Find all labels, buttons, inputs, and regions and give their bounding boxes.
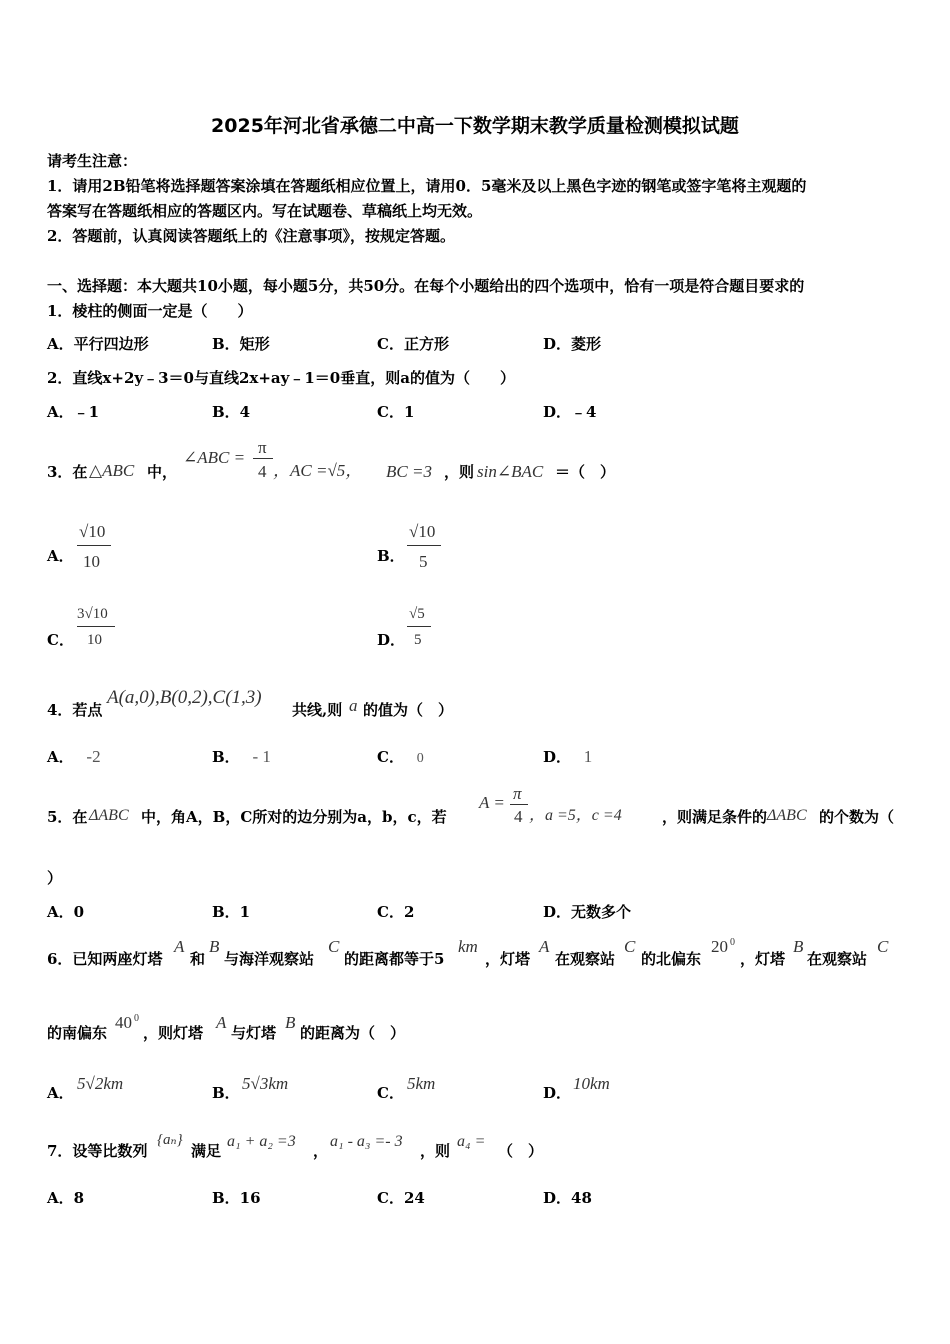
- q4-option-c[interactable]: [377, 747, 424, 769]
- q4-mid: 共线,则: [292, 701, 343, 719]
- q6-var-a: A: [539, 937, 550, 956]
- q3-option-c-bar: [77, 626, 115, 627]
- q3-option-c-den: 10: [87, 632, 102, 648]
- page-title: 2025年河北省承德二中高一下数学期末教学质量检测模拟试题: [211, 115, 739, 137]
- q5-option-a[interactable]: A．0: [47, 903, 85, 921]
- q6-var-a: A: [216, 1013, 227, 1032]
- q1-option-b[interactable]: B．矩形: [212, 335, 270, 353]
- q7-comma: ，: [313, 1142, 329, 1160]
- q6-option-d-label: D．: [543, 1084, 572, 1102]
- q6-text: 的南偏东: [47, 1024, 108, 1042]
- q4-option-d-value: 1: [583, 747, 593, 766]
- q6-text: 的距离都等于5: [344, 950, 445, 968]
- q7-option-a[interactable]: A．8: [47, 1189, 85, 1207]
- q3-option-d-den: 5: [414, 632, 422, 648]
- q5-cond: ，a =5，c =4: [529, 807, 622, 824]
- q3-option-d-label: D．: [377, 631, 406, 649]
- q6-degree: 40: [115, 1013, 132, 1032]
- q7-option-b[interactable]: B．16: [212, 1189, 261, 1207]
- q4-option-b-label: B．: [212, 748, 240, 766]
- q6-var-b: B: [793, 937, 804, 956]
- q3-option-a-den: 10: [83, 552, 100, 571]
- q6-text: 和: [190, 950, 206, 968]
- q3-option-b-label: B．: [377, 547, 405, 565]
- notice-line-1b: 答案写在答题纸相应的答题区内。写在试题卷、草稿纸上均无效。: [47, 202, 483, 220]
- q2-option-a[interactable]: A．﹣1: [47, 403, 100, 421]
- q6-degree-sup: 0: [730, 937, 735, 948]
- q4-option-c-label: C．: [377, 748, 404, 766]
- q3-option-a-label: A．: [47, 547, 74, 565]
- q3-option-b-bar: [407, 545, 441, 546]
- q3-option-a-bar: [77, 545, 111, 546]
- q6-line-1: [47, 937, 907, 973]
- q4-option-d-label: D．: [543, 748, 572, 766]
- q4-points: A(a,0),B(0,2),C(1,3): [107, 687, 262, 708]
- q6-degree-sup: 0: [134, 1013, 139, 1024]
- q4-prefix: 4．若点: [47, 701, 103, 719]
- q6-var-c: C: [877, 937, 889, 956]
- q7-then: ，则: [420, 1142, 451, 1160]
- q4-option-b-value: - 1: [252, 747, 271, 766]
- q2-option-d[interactable]: D．﹣4: [543, 403, 597, 421]
- q6-option-a-label: A．: [47, 1084, 74, 1102]
- q4-suffix: 的值为（ ）: [363, 701, 454, 719]
- q3-sin: sin∠BAC: [477, 462, 544, 481]
- q3-option-b-num: √10: [409, 522, 436, 541]
- q6-text: 与海洋观察站: [224, 950, 315, 968]
- q6-var-b: B: [209, 937, 220, 956]
- q3-option-b-den: 5: [419, 552, 428, 571]
- q4-option-a[interactable]: [47, 747, 101, 767]
- section-heading: 一、选择题：本大题共10小题，每小题5分，共50分。在每个小题给出的四个选项中，恰有一项是符合题目要求的: [47, 277, 805, 295]
- q5-prefix: 5．在: [47, 808, 88, 826]
- q2-option-c[interactable]: C．1: [377, 403, 415, 421]
- q5-end: 的个数为（: [819, 808, 895, 826]
- q6-var-b: B: [285, 1013, 296, 1032]
- q1-stem: 1．棱柱的侧面一定是（ ）: [47, 302, 253, 320]
- q7-option-d[interactable]: D．48: [543, 1189, 592, 1207]
- q6-option-b-label: B．: [212, 1084, 240, 1102]
- q5-triangle-2: ΔABC: [767, 807, 807, 824]
- q4-option-c-value: 0: [416, 751, 424, 766]
- q7-eq2: a₁ - a₃ =- 3: [330, 1133, 403, 1150]
- q3-suffix: ＝（ ）: [555, 463, 616, 481]
- q7-a4: a₄ =: [457, 1133, 486, 1150]
- q3-four: 4: [258, 462, 267, 481]
- q2-option-b[interactable]: B．4: [212, 403, 251, 421]
- notice-line-1a: 1．请用2B铅笔将选择题答案涂填在答题纸相应位置上，请用0．5毫米及以上黑色字迹的钢笔或签字笔将主观题的: [47, 177, 807, 195]
- q4-option-d[interactable]: [543, 747, 592, 767]
- q4-option-b[interactable]: [212, 747, 271, 767]
- q3-ac: ，AC =√5，: [273, 461, 363, 480]
- q7-option-c[interactable]: C．24: [377, 1189, 425, 1207]
- q1-option-d[interactable]: D．菱形: [543, 335, 602, 353]
- q3-frac-bar: [253, 458, 273, 459]
- q3-option-a-num: √10: [79, 522, 106, 541]
- q3-option-d-bar: [407, 626, 431, 627]
- q6-text: ，则灯塔: [143, 1024, 204, 1042]
- q5-option-c[interactable]: C．2: [377, 903, 415, 921]
- q3-triangle: △ABC: [89, 461, 135, 480]
- q3-option-c-label: C．: [47, 631, 74, 649]
- q1-option-a[interactable]: A．平行四边形: [47, 335, 149, 353]
- q6-unit: km: [458, 937, 478, 956]
- q7-eq1: a₁ + a₂ =3: [227, 1133, 296, 1150]
- q5-suffix: ，则满足条件的: [662, 808, 768, 826]
- q3-prefix: 3．在: [47, 463, 88, 481]
- notice-line-2: 2．答题前，认真阅读答题纸上的《注意事项》，按规定答题。: [47, 227, 455, 245]
- q5-triangle: ΔABC: [89, 807, 129, 824]
- q6-option-a-value: 5√2km: [77, 1074, 124, 1093]
- q5-option-b[interactable]: B．1: [212, 903, 251, 921]
- q7-mid: 满足: [191, 1142, 222, 1160]
- q6-option-c-label: C．: [377, 1084, 404, 1102]
- q6-var-c: C: [328, 937, 340, 956]
- q6-text: 与灯塔: [231, 1024, 277, 1042]
- q4-option-a-label: A．: [47, 748, 74, 766]
- q6-text: 的距离为（ ）: [300, 1024, 406, 1042]
- q6-text: 6．已知两座灯塔: [47, 950, 163, 968]
- q5-four: 4: [514, 807, 523, 826]
- q3-then: ，则: [444, 463, 475, 481]
- q2-stem: 2．直线x+2y﹣3＝0与直线2x+ay﹣1＝0垂直，则a的值为（ ）: [47, 369, 515, 387]
- q3-pi: π: [258, 438, 267, 457]
- q3-mid: 中，: [147, 463, 178, 481]
- q6-text: 在观察站: [807, 950, 868, 968]
- q1-option-c[interactable]: C．正方形: [377, 335, 449, 353]
- q6-option-c-value: 5km: [407, 1074, 436, 1093]
- q6-var-a: A: [174, 937, 185, 956]
- q3-angle: ∠ABC =: [183, 448, 246, 467]
- q7-seq: {aₙ}: [157, 1132, 183, 1148]
- q6-text: 在观察站: [555, 950, 616, 968]
- q6-var-c: C: [624, 937, 636, 956]
- q3-option-c-num: 3√10: [77, 606, 108, 622]
- q6-text: 的北偏东: [641, 950, 702, 968]
- q5-frac-bar: [510, 804, 528, 805]
- q4-var: a: [349, 696, 358, 715]
- q6-option-d-value: 10km: [573, 1074, 610, 1093]
- q5-pi: π: [513, 784, 522, 803]
- q7-suffix: （ ）: [498, 1142, 544, 1160]
- q5-mid: 中，角A，B，C所对的边分别为a，b，c，若: [141, 808, 447, 826]
- q7-prefix: 7．设等比数列: [47, 1142, 148, 1160]
- q4-option-a-value: -2: [86, 747, 101, 766]
- q5-aeq: A =: [479, 793, 505, 812]
- q6-text: ，灯塔: [485, 950, 531, 968]
- q6-option-b-value: 5√3km: [242, 1074, 289, 1093]
- q3-option-d-num: √5: [409, 606, 425, 622]
- q5-option-d[interactable]: D．无数多个: [543, 903, 632, 921]
- q6-text: ，灯塔: [740, 950, 786, 968]
- q3-bc: BC =3: [386, 462, 432, 481]
- q6-degree: 20: [711, 937, 728, 956]
- q5-close: ）: [47, 869, 63, 887]
- notice-heading: 请考生注意：: [47, 152, 138, 170]
